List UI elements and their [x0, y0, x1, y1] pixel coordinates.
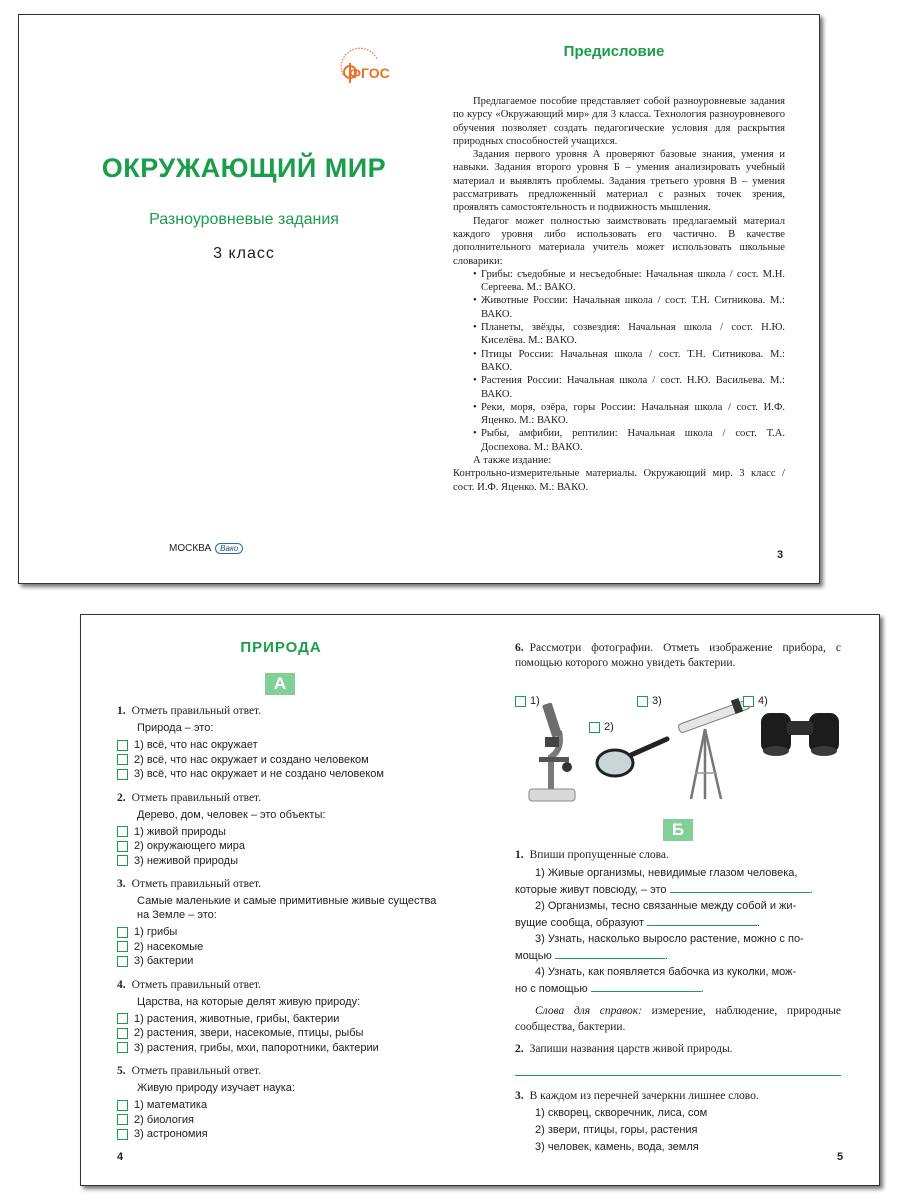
task-heading: Отметь правильный ответ.: [131, 1065, 262, 1077]
option-label: 3) бактерии: [134, 955, 194, 967]
publisher: [169, 543, 243, 554]
answer-blank-1[interactable]: [670, 881, 810, 893]
dictionary-item: • Грибы: съедобные и несъедобные: Начальная школа / сост. М.Н. Сергеева. М.: ВАКО.: [473, 268, 785, 295]
sentence-4a: 4) Узнать, как появляется бабочка из куколки, мож-: [535, 966, 797, 978]
preface-also-item: Контрольно-измерительные материалы. Окружающий мир. 3 класс / сост. И.Ф. Яценко. М.: ВАКО.: [453, 468, 785, 493]
answer-checkbox[interactable]: [117, 826, 128, 837]
fgos-logo-text: ФГОС: [349, 65, 390, 81]
answer-option[interactable]: [117, 925, 447, 940]
task-heading: Отметь правильный ответ.: [131, 791, 262, 804]
task-number: 4.: [117, 978, 126, 991]
task-prompt: Самые маленькие и самые примитивные живые существа на Земле – это:: [137, 895, 437, 921]
page-number: 4: [117, 1151, 124, 1163]
answer-checkbox[interactable]: [117, 1028, 128, 1039]
answer-option[interactable]: [117, 940, 447, 955]
sentence-2b: [515, 914, 841, 931]
level-a-badge: А: [265, 673, 295, 695]
option-label: 2) насекомые: [134, 940, 204, 953]
option-label: 3) неживой природы: [134, 854, 238, 867]
option-label: 2): [604, 721, 614, 733]
task-4: [117, 979, 447, 1056]
page4-tasks: [117, 705, 447, 1152]
task-number: 5.: [117, 1065, 126, 1077]
preface-also: А также издание:: [473, 455, 552, 467]
task-heading: В каждом из перечней зачеркни лишнее слово.: [529, 1090, 759, 1102]
answer-checkbox[interactable]: [589, 722, 600, 733]
task-5: [117, 1065, 447, 1142]
photo-option-2[interactable]: [589, 721, 614, 733]
option-label: 2) растения, звери, насекомые, птицы, рыбы: [134, 1027, 364, 1039]
option-label: 1) грибы: [134, 926, 178, 938]
sentence-text: вущие сообща, образуют: [515, 917, 644, 929]
sentence-3a: 3) Узнать, насколько выросло растение, можно с по-: [535, 933, 804, 945]
task-1: [117, 705, 447, 782]
option-label: 2) окружающего мира: [134, 840, 246, 852]
answer-checkbox[interactable]: [117, 841, 128, 852]
answer-option[interactable]: [117, 1041, 447, 1056]
answer-option[interactable]: [117, 854, 447, 869]
section-title: ПРИРОДА: [240, 639, 322, 656]
answer-checkbox[interactable]: [117, 754, 128, 765]
answer-option[interactable]: [117, 1113, 447, 1128]
list-item[interactable]: 1) скворец, скворечник, лиса, сом: [535, 1107, 708, 1119]
dictionary-item: • Растения России: Начальная школа / сост. Н.Ю. Васильева. М.: ВАКО.: [473, 374, 785, 401]
answer-line[interactable]: [515, 1059, 841, 1076]
list-item[interactable]: 3) человек, камень, вода, земля: [535, 1141, 699, 1153]
answer-checkbox[interactable]: [117, 740, 128, 751]
task-number: 6.: [515, 642, 524, 654]
option-label: 4): [758, 695, 768, 707]
task-number: 3.: [117, 878, 126, 890]
sentence-2a: 2) Организмы, тесно связанные между собой и жи-: [535, 900, 797, 912]
dictionary-item: • Рыбы, амфибии, рептилии: Начальная школа / сост. Т.А. Доспехова. М.: ВАКО.: [473, 427, 785, 454]
answer-checkbox[interactable]: [637, 696, 648, 707]
answer-checkbox[interactable]: [117, 927, 128, 938]
task-number: 1.: [117, 705, 126, 717]
task-heading: Отметь правильный ответ.: [131, 705, 262, 717]
sentence-4b: [515, 980, 841, 997]
page-number: 5: [837, 1151, 844, 1163]
task-prompt: Природа – это:: [137, 722, 214, 734]
task-prompt: Дерево, дом, человек – это объекты:: [137, 808, 326, 821]
task-number: 1.: [515, 849, 524, 861]
answer-checkbox[interactable]: [117, 941, 128, 952]
sentence-dot: .: [756, 917, 761, 929]
book-subtitle: Разноуровневые задания: [149, 211, 339, 228]
publisher-city: МОСКВА: [169, 543, 212, 554]
task-prompt: Живую природу изучает наука:: [137, 1082, 295, 1094]
option-label: 1): [530, 695, 540, 707]
list-item[interactable]: 2) звери, птицы, горы, растения: [535, 1124, 698, 1136]
preface-text: [453, 95, 785, 494]
sentence-1a: 1) Живые организмы, невидимые глазом человека,: [535, 867, 798, 879]
task-prompt: Царства, на которые делят живую природу:: [137, 995, 361, 1008]
reference-words: [515, 1003, 841, 1035]
answer-option[interactable]: [117, 738, 447, 753]
preface-paragraph: Задания первого уровня А проверяют базовые знания, умения и навыки. Задания второго уровня Б – умения анализировать учебный материал и выявлять проблемы. Задания третьего уровня В – умения рассматривать предложенный материал с разных точек зрения, проявлять самостоятельность и подвижность мышления.: [453, 149, 785, 214]
page5-tasks: [515, 849, 841, 1157]
answer-blank-4[interactable]: [591, 980, 701, 992]
sentence-3b: [515, 947, 841, 964]
answer-checkbox[interactable]: [117, 1042, 128, 1053]
answer-option[interactable]: [117, 1098, 447, 1113]
publisher-logo: Вако: [215, 543, 243, 554]
photo-option-3[interactable]: [637, 695, 662, 707]
book-grade: 3 класс: [213, 245, 275, 262]
option-label: 1) живой природы: [134, 825, 226, 838]
dictionary-item: • Птицы России: Начальная школа / сост. Т.Н. Ситникова. М.: ВАКО.: [473, 348, 785, 375]
page-number: 3: [777, 549, 784, 561]
answer-blank-2[interactable]: [647, 914, 757, 926]
answer-checkbox[interactable]: [117, 1100, 128, 1111]
option-label: 2) биология: [134, 1113, 194, 1126]
sentence-dot: .: [700, 983, 704, 995]
bottom-spread: [80, 614, 880, 1186]
dictionary-item: • Планеты, звёзды, созвездия: Начальная школа / сост. Н.Ю. Киселёва. М.: ВАКО.: [473, 321, 785, 348]
answer-option[interactable]: [117, 1127, 447, 1142]
telescope-icon: [671, 695, 751, 803]
sentence-text: мощью: [515, 950, 552, 962]
answer-checkbox[interactable]: [117, 769, 128, 780]
reference-list: измерение, наблюдение, природные сообщества, бактерии.: [515, 1005, 841, 1033]
option-label: 3) растения, грибы, мхи, папоротники, бактерии: [134, 1041, 379, 1054]
task-number: 2.: [117, 791, 126, 804]
task-heading: Отметь правильный ответ.: [131, 878, 262, 890]
option-label: 1) растения, животные, грибы, бактерии: [134, 1012, 340, 1025]
fgos-logo: [337, 45, 390, 85]
answer-option[interactable]: [117, 839, 447, 854]
task-2: [117, 792, 447, 869]
sentence-text: но с помощью: [515, 983, 588, 995]
reference-label: Слова для справок:: [535, 1005, 642, 1017]
sentence-1b: [515, 881, 841, 898]
answer-checkbox[interactable]: [117, 956, 128, 967]
answer-checkbox[interactable]: [117, 1013, 128, 1024]
option-label: 3): [652, 695, 662, 707]
answer-blank-3[interactable]: [555, 947, 665, 959]
microscope-icon: [521, 697, 581, 807]
dictionary-item: • Животные России: Начальная школа / сост. Т.Н. Ситникова. М.: ВАКО.: [473, 294, 785, 321]
answer-option[interactable]: [117, 1012, 447, 1027]
sentence-dot: .: [809, 884, 813, 896]
option-label: 1) всё, что нас окружает: [134, 739, 258, 751]
task-heading: Впиши пропущенные слова.: [529, 849, 669, 861]
task-number: 3.: [515, 1090, 524, 1102]
preface-paragraph: Предлагаемое пособие представляет собой разноуровневые задания по курсу «Окружающий мир» для 3 класса. Технология разноуровневого обучения позволяет создать педагогические условия для раскрытия природных способностей учащихся.: [453, 96, 785, 147]
task-heading: Отметь правильный ответ.: [131, 978, 262, 991]
magnifier-icon: [595, 735, 671, 781]
dictionary-list: [453, 268, 785, 454]
option-label: 3) всё, что нас окружает и не создано человеком: [134, 768, 384, 780]
task-heading: Запиши названия царств живой природы.: [529, 1043, 733, 1055]
answer-checkbox[interactable]: [743, 696, 754, 707]
answer-option[interactable]: [117, 767, 447, 782]
top-spread: [18, 14, 820, 584]
preface-title: Предисловие: [563, 43, 665, 60]
option-label: 1) математика: [134, 1099, 208, 1111]
book-title: ОКРУЖАЮЩИЙ МИР: [101, 153, 387, 183]
answer-option[interactable]: [117, 825, 447, 840]
task-3: [117, 878, 447, 969]
option-label: 3) астрономия: [134, 1128, 208, 1140]
level-b-badge: Б: [663, 819, 693, 841]
task-number: 2.: [515, 1043, 524, 1055]
binoculars-icon: [757, 703, 843, 761]
answer-option[interactable]: [117, 954, 447, 969]
option-label: 2) всё, что нас окружает и создано человеком: [134, 753, 369, 766]
preface-paragraph: Педагог может полностью заимствовать предлагаемый материал каждого уровня либо использовать его частично. В качестве дополнительного материала учитель может использовать школьные словарики:: [453, 215, 785, 267]
task-6: [515, 641, 841, 671]
answer-checkbox[interactable]: [117, 1129, 128, 1140]
dictionary-item: • Реки, моря, озёра, горы России: Начальная школа / сост. И.Ф. Яценко. М.: ВАКО.: [473, 401, 785, 428]
answer-checkbox[interactable]: [117, 855, 128, 866]
sentence-dot: .: [664, 950, 668, 962]
answer-option[interactable]: [117, 1026, 447, 1041]
answer-option[interactable]: [117, 753, 447, 768]
task-heading: Рассмотри фотографии. Отметь изображение прибора, с помощью которого можно увидеть бактерии.: [515, 642, 841, 669]
sentence-text: которые живут повсюду, – это: [515, 884, 667, 896]
answer-checkbox[interactable]: [117, 1114, 128, 1125]
